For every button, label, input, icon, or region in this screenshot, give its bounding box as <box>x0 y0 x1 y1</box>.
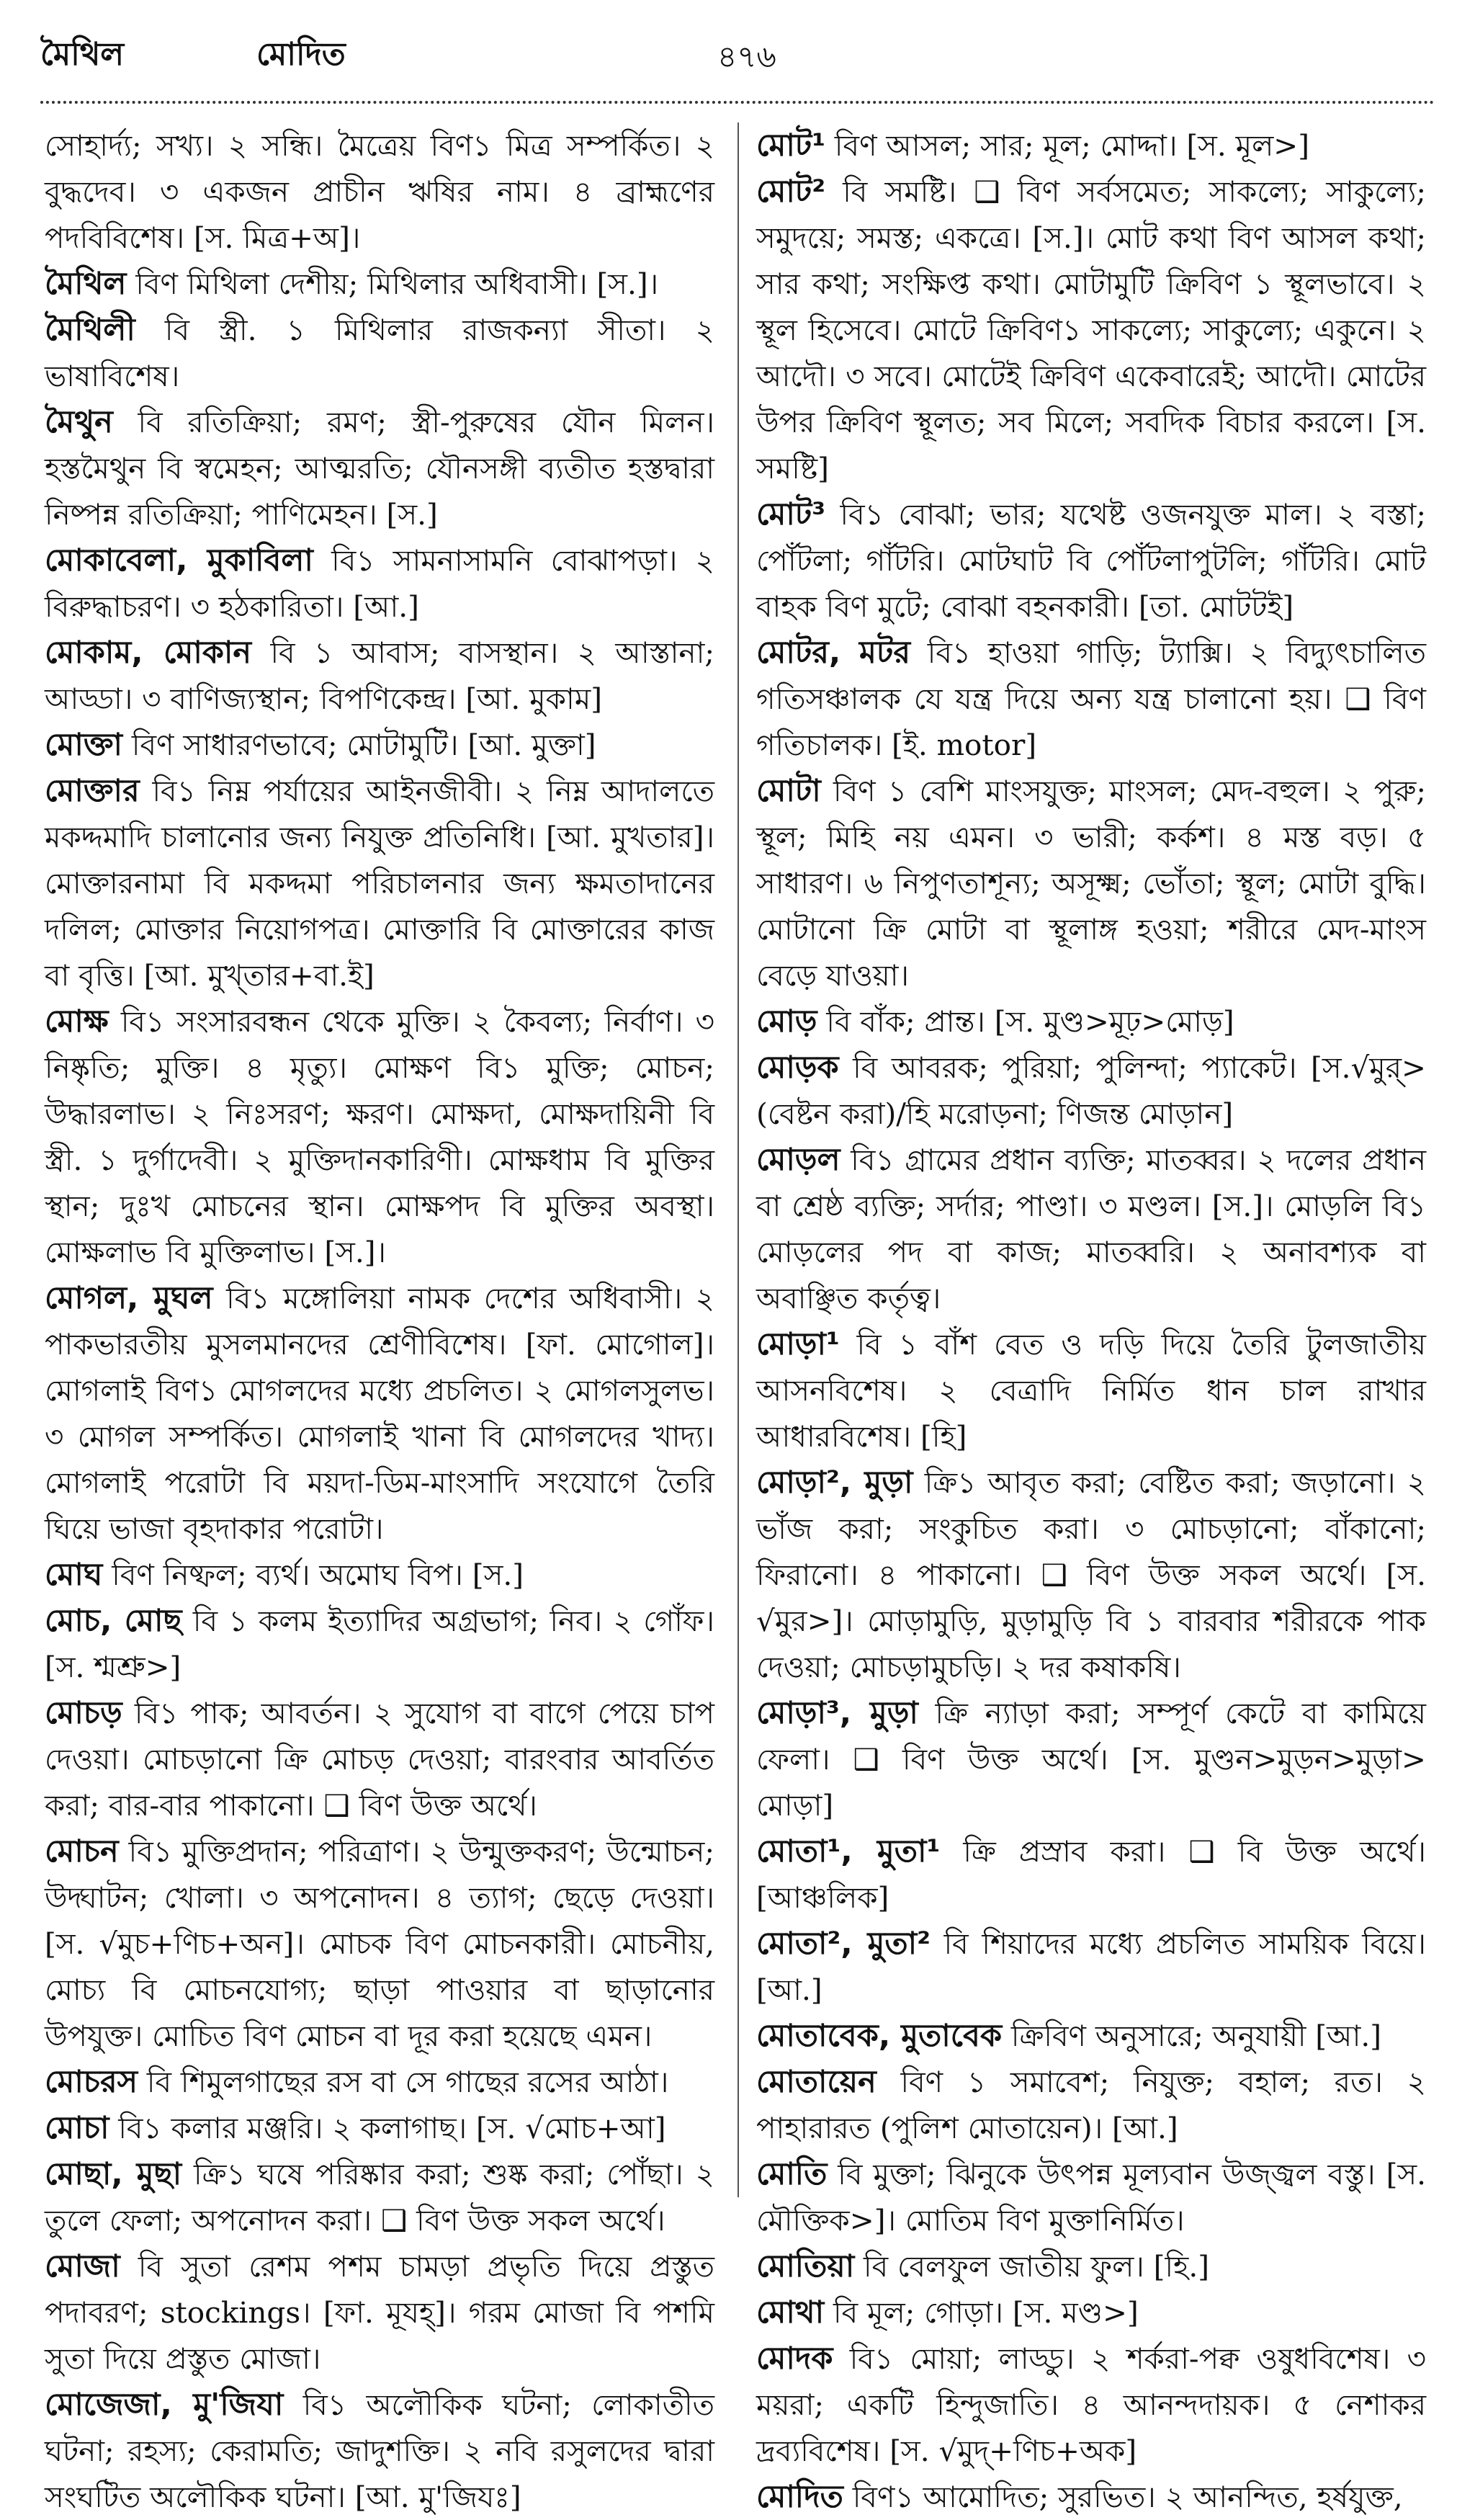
entry-headword: মোড়ক <box>756 1050 839 1086</box>
entry-definition: বি রতিক্রিয়া; রমণ; স্ত্রী-পুরুষের যৌন মিলন। হস্তমৈথুন বি স্বমেহন; আত্মরতি; যৌনসঙ্গী ব্যতীত হস্তদ্বারা নিষ্পন্ন রতিক্রিয়া; পাণিমেহন। [স.] <box>45 405 714 532</box>
dictionary-entry <box>45 2382 714 2520</box>
dictionary-entry <box>45 630 714 722</box>
entry-headword: মোতায়েন <box>756 2064 877 2100</box>
entry-definition: বি১ সংসারবন্ধন থেকে মুক্তি। ২ কৈবল্য; নির্বাণ। ৩ নিষ্কৃতি; মুক্তি। ৪ মৃত্যু। মোক্ষণ বি১ মুক্তি; মোচন; উদ্ধারলাভ। ২ নিঃসরণ; ক্ষরণ। মোক্ষদা, মোক্ষদায়িনী বি স্ত্রী. ১ দুর্গাদেবী। ২ মুক্তিদানকারিণী। মোক্ষধাম বি মুক্তির স্থান; দুঃখ মোচনের স্থান। মোক্ষপদ বি মুক্তির অবস্থা। মোক্ষলাভ বি মুক্তিলাভ। [স.]। <box>45 1004 714 1269</box>
header-first-word: মৈথিল <box>40 36 125 73</box>
entry-definition: সোহার্দ্য; সখ্য। ২ সন্ধি। মৈত্রেয় বিণ১ মিত্র সম্পর্কিত। ২ বুদ্ধদেব। ৩ একজন প্রাচীন ঋষির নাম। ৪ ব্রাহ্মণের পদবিবিশেষ। [স. মিত্র+অ]। <box>45 128 714 255</box>
entry-definition: বি ১ বাঁশ বেত ও দড়ি দিয়ে তৈরি টুলজাতীয় আসনবিশেষ। ২ বেত্রাদি নির্মিত ধান চাল রাখার আধারবিশেষ। [হি] <box>756 1327 1426 1454</box>
entry-headword: মোড়ল <box>756 1142 840 1178</box>
dictionary-entry <box>45 2059 714 2105</box>
entry-headword: মোতা², মুতা² <box>756 1926 931 1962</box>
dictionary-entry <box>45 998 714 1275</box>
entry-definition: বি১ পাক; আবর্তন। ২ সুযোগ বা বাগে পেয়ে চাপ দেওয়া। মোচড়ানো ক্রি মোচড় দেওয়া; বারংবার আবর্তিত করা; বার-বার পাকানো। ❑ বিণ উক্ত অর্থে। <box>45 1696 714 1823</box>
dictionary-entry <box>45 307 714 399</box>
entry-definition: বি সুতা রেশম পশম চামড়া প্রভৃতি দিয়ে প্রস্তুত পদাবরণ; stockings। [ফা. মূযহ্]। গরম মোজা বি পশমি সুতা দিয়ে প্রস্তুত মোজা। <box>45 2249 714 2376</box>
dictionary-entry <box>45 399 714 537</box>
entry-headword: মোক্তা <box>45 727 123 763</box>
entry-definition: বি ১ কলম ইত্যাদির অগ্রভাগ; নিব। ২ গোঁফ। [স. শ্মশ্রু>] <box>45 1604 715 1684</box>
entry-headword: মোটা <box>756 773 821 809</box>
entry-headword: মৈথিল <box>45 266 127 302</box>
dictionary-entry <box>45 768 714 998</box>
entry-definition: বি১ নিম্ন পর্যায়ের আইনজীবী। ২ নিম্ন আদালতে মকদ্দমাদি চালানোর জন্য নিযুক্ত প্রতিনিধি। [আ. মুখতার]। মোক্তারনামা বি মকদ্দমা পরিচালনার জন্য ক্ষমতাদানের দলিল; মোক্তার নিয়োগপত্র। মোক্তারি বি মোক্তারের কাজ বা বৃত্তি। [আ. মুখ্তার+বা.ই] <box>45 774 714 993</box>
header-last-word: মোদিত <box>256 36 346 73</box>
entry-definition: বি স্ত্রী. ১ মিথিলার রাজকন্যা সীতা। ২ ভাষাবিশেষ। <box>45 313 714 393</box>
entry-headword: মোজেজা, মু'জিযা <box>45 2387 284 2423</box>
entry-headword: মোচা <box>45 2110 109 2146</box>
entry-definition: বি মুক্তা; ঝিনুকে উৎপন্ন মূল্যবান উজ্জ্বল বস্তু। [স. মৌক্তিক>]। মোতিম বিণ মুক্তানির্মিত। <box>756 2157 1426 2238</box>
entry-headword: মোড়া², মুড়া <box>756 1465 913 1501</box>
entry-definition: বিণ নিষ্ফল; ব্যর্থ। অমোঘ বিপ। [স.] <box>102 1558 524 1592</box>
dictionary-entry <box>45 1598 714 1690</box>
dictionary-entry <box>756 768 1426 998</box>
entry-headword: মোচন <box>45 1833 119 1869</box>
dictionary-entry <box>756 1460 1426 1690</box>
entry-definition: বি১ হাওয়া গাড়ি; ট্যাক্সি। ২ বিদ্যুৎচালিত গতিসঞ্চালক যে যন্ত্র দিয়ে অন্য যন্ত্র চালানো হয়। ❑ বিণ গতিচালক। [ই. motor] <box>756 635 1427 762</box>
entry-headword: মোক্ষ <box>45 1004 109 1040</box>
dictionary-entry <box>756 1045 1426 1137</box>
dictionary-entry <box>45 537 714 630</box>
entry-headword: মোদক <box>756 2341 833 2377</box>
dictionary-entry <box>756 122 1426 169</box>
dictionary-entry <box>756 2059 1426 2151</box>
dictionary-entry <box>756 1690 1426 1828</box>
entry-definition: বি১ সামনাসামনি বোঝাপড়া। ২ বিরুদ্ধাচরণ। ৩ হঠকারিতা। [আ.] <box>45 543 714 624</box>
entry-definition: বি১ গ্রামের প্রধান ব্যক্তি; মাতব্বর। ২ দলের প্রধান বা শ্রেষ্ঠ ব্যক্তি; সর্দার; পাণ্ডা। ৩ মণ্ডল। [স.]। মোড়লি বি১ মোড়লের পদ বা কাজ; মাতব্বরি। ২ অনাবশ্যক বা অবাঞ্ছিত কর্তৃত্ব। <box>756 1143 1426 1315</box>
dictionary-entry <box>45 122 714 261</box>
entry-headword: মৈথিলী <box>45 312 135 348</box>
entry-headword: মোচরস <box>45 2064 138 2100</box>
entry-headword: মোকাম, মোকান <box>45 635 252 671</box>
entry-definition: বি মূল; গোড়া। [স. মণ্ড>] <box>824 2295 1139 2330</box>
dictionary-entry <box>756 491 1426 630</box>
entry-headword: মোট² <box>756 174 826 210</box>
dictionary-entry <box>756 1137 1426 1321</box>
dictionary-entry <box>45 1690 714 1828</box>
entry-headword: মোগল, মুঘল <box>45 1280 213 1316</box>
entry-definition: ক্রি প্রস্রাব করা। ❑ বি উক্ত অর্থে। [আঞ্চলিক] <box>756 1834 1427 1915</box>
dictionary-entry <box>756 2289 1426 2336</box>
entry-headword: মোটর, মটর <box>756 635 911 671</box>
entry-definition: বিণ১ আমোদিত; সুরভিত। ২ আনন্দিত, হর্ষযুক্ত, <box>843 2480 1403 2514</box>
entry-definition: বি১ অলৌকিক ঘটনা; লোকাতীত ঘটনা; রহস্য; কেরামতি; জাদুশক্তি। ২ নবি রসুলদের দ্বারা সংঘটিত অলৌকিক ঘটনা। [আ. মু'জিযঃ] <box>45 2387 714 2514</box>
entry-headword: মোট³ <box>756 496 826 532</box>
entry-definition: বি সমষ্টি। ❑ বিণ সর্বসমেত; সাকল্যে; সাকুল্যে; সমুদয়ে; সমস্ত; একত্রে। [স.]। মোট কথা বিণ আসল কথা; সার কথা; সংক্ষিপ্ত কথা। মোটামুটি ক্রিবিণ ১ স্থূলভাবে। ২ স্থূল হিসেবে। মোটে ক্রিবিণ১ সাকল্যে; সাকুল্যে; একুনে। ২ আদৌ। ৩ সবে। মোটেই ক্রিবিণ একেবারেই; আদৌ। মোটের উপর ক্রিবিণ স্থূলত; সব মিলে; সবদিক বিচার করলে। [স. সমষ্টি] <box>756 174 1426 486</box>
entry-headword: মৈথুন <box>45 404 113 440</box>
entry-definition: বি১ মঙ্গোলিয়া নামক দেশের অধিবাসী। ২ পাকভারতীয় মুসলমানদের শ্রেণীবিশেষ। [ফা. মোগোল]। মোগলাই বিণ১ মোগলদের মধ্যে প্রচলিত। ২ মোগলসুলভ। ৩ মোগল সম্পর্কিত। মোগলাই খানা বি মোগলদের খাদ্য। মোগলাই পরোটা বি ময়দা-ডিম-মাংসাদি সংযোগে তৈরি ঘিয়ে ভাজা বৃহদাকার পরোটা। <box>45 1281 715 1546</box>
entry-headword: মোথা <box>756 2295 825 2331</box>
dictionary-entry <box>45 1828 714 2059</box>
dictionary-entry <box>45 1275 714 1552</box>
entry-headword: মোতি <box>756 2156 828 2192</box>
dictionary-entry <box>756 2243 1426 2289</box>
dictionary-entry <box>756 169 1426 491</box>
entry-definition: বি শিয়াদের মধ্যে প্রচলিত সাময়িক বিয়ে। [আ.] <box>756 1926 1426 2007</box>
right-column <box>756 122 1427 2515</box>
entry-definition: বি১ মুক্তিপ্রদান; পরিত্রাণ। ২ উন্মুক্তকরণ; উন্মোচন; উদ্ঘাটন; খোলা। ৩ অপনোদন। ৪ ত্যাগ; ছেড়ে দেওয়া। [স. √মুচ+ণিচ+অন]। মোচক বিণ মোচনকারী। মোচনীয়, মোচ্য বি মোচনযোগ্য; ছাড়া পাওয়ার বা ছাড়ানোর উপযুক্ত। মোচিত বিণ মোচন বা দূর করা হয়েছে এমন। <box>45 1834 714 2053</box>
page-number: ৪৭৬ <box>717 39 776 74</box>
entry-definition: বিণ ১ সমাবেশ; নিযুক্ত; বহাল; রত। ২ পাহারারত (পুলিশ মোতায়েন)। [আ.] <box>756 2065 1426 2145</box>
entry-definition: বিণ ১ বেশি মাংসযুক্ত; মাংসল; মেদ-বহুল। ২ পুরু; স্থূল; মিহি নয় এমন। ৩ ভারী; কর্কশ। ৪ মস্ত বড়। ৫ সাধারণ। ৬ নিপুণতাশূন্য; অসূক্ষ্ম; ভোঁতা; স্থূল; মোটা বুদ্ধি। মোটানো ক্রি মোটা বা স্থূলাঙ্গ হওয়া; শরীরে মেদ-মাংস বেড়ে যাওয়া। <box>756 774 1426 993</box>
entry-definition: বিণ আসল; সার; মূল; মোদ্দা। [স. মূল>] <box>825 128 1310 163</box>
dictionary-entry <box>756 1921 1426 2013</box>
entry-definition: বি ১ আবাস; বাসস্থান। ২ আস্তানা; আড্ডা। ৩ বাণিজ্যস্থান; বিপণিকেন্দ্র। [আ. মুকাম] <box>45 635 714 716</box>
entry-definition: বি আবরক; পুরিয়া; পুলিন্দা; প্যাকেট। [স.√মুর্>(বেষ্টন করা)/হি মরোড়না; ণিজন্ত মোড়ান] <box>756 1050 1426 1131</box>
entry-headword: মোঘ <box>45 1557 103 1593</box>
dictionary-entry <box>45 2243 714 2382</box>
entry-definition: বিণ সাধারণভাবে; মোটামুটি। [আ. মুক্তা] <box>122 728 596 762</box>
entry-definition: ক্রি ন্যাড়া করা; সম্পূর্ণ কেটে বা কামিয়ে ফেলা। ❑ বিণ উক্ত অর্থে। [স. মুণ্ডন>মুড়ন>মুড়া> মোড়া] <box>756 1696 1427 1823</box>
dictionary-entry <box>45 2151 714 2243</box>
dictionary-entry <box>45 2105 714 2151</box>
entry-headword: মোজা <box>45 2248 120 2284</box>
dictionary-entry <box>756 2474 1426 2520</box>
dictionary-entry <box>45 261 714 307</box>
dictionary-entry <box>756 1321 1426 1460</box>
left-column <box>45 122 715 2514</box>
entry-headword: মোদিত <box>756 2479 843 2515</box>
dictionary-entry <box>756 2336 1426 2474</box>
entry-headword: মোট¹ <box>756 128 826 164</box>
entry-definition: বি বেলফুল জাতীয় ফুল। [হি.] <box>854 2249 1210 2284</box>
header-rule <box>40 101 1435 104</box>
page-header <box>40 30 1435 88</box>
entry-definition: বি বাঁক; প্রান্ত। [স. মুণ্ড>মূঢ়>মোড়] <box>817 1004 1234 1039</box>
entry-definition: বিণ মিথিলা দেশীয়; মিথিলার অধিবাসী। [স.]। <box>126 267 659 301</box>
dictionary-entry <box>756 2151 1426 2243</box>
dictionary-entry <box>756 998 1426 1045</box>
entry-definition: ক্রি১ আবৃত করা; বেষ্টিত করা; জড়ানো। ২ ভাঁজ করা; সংকুচিত করা। ৩ মোচড়ানো; বাঁকানো; ফিরানো। ৪ পাকানো। ❑ বিণ উক্ত সকল অর্থে। [স. √মুর>]। মোড়ামুড়ি, মুড়ামুড়ি বি ১ বারবার শরীরকে পাক দেওয়া; মোচড়ামুচড়ি। ২ দর কষাকষি। <box>756 1465 1426 1684</box>
entry-headword: মোতা¹, মুতা¹ <box>756 1833 941 1869</box>
dictionary-entry <box>756 1828 1426 1921</box>
dictionary-entry <box>756 630 1426 768</box>
entry-definition: ক্রিবিণ অনুসারে; অনুযায়ী [আ.] <box>1002 2019 1382 2053</box>
entry-headword: মোড়া³, মুড়া <box>756 1695 918 1731</box>
entry-definition: ক্রি১ ঘষে পরিষ্কার করা; শুষ্ক করা; পোঁছা। ২ তুলে ফেলা; অপনোদন করা। ❑ বিণ উক্ত সকল অর্থে। <box>45 2157 715 2238</box>
entry-headword: মোকাবেলা, মুকাবিলা <box>45 542 313 578</box>
dictionary-entry <box>45 722 714 768</box>
entry-definition: বি১ মোয়া; লাড্ডু। ২ শর্করা-পক্ব ওষুধবিশেষ। ৩ ময়রা; একটি হিন্দুজাতি। ৪ আনন্দদায়ক। ৫ নেশাকর দ্রব্যবিশেষ। [স. √মুদ্+ণিচ+অক] <box>756 2341 1426 2468</box>
entry-headword: মোড়া¹ <box>756 1326 840 1362</box>
entry-headword: মোতিয়া <box>756 2248 855 2284</box>
entry-headword: মোক্তার <box>45 773 140 809</box>
entry-definition: বি শিমুলগাছের রস বা সে গাছের রসের আঠা। <box>138 2065 669 2099</box>
entry-definition: বি১ কলার মঞ্জরি। ২ কলাগাছ। [স. √মোচ+আ] <box>109 2111 666 2145</box>
entry-definition: বি১ বোঝা; ভার; যথেষ্ট ওজনযুক্ত মাল। ২ বস্তা; পোঁটলা; গাঁটরি। মোটঘাট বি পোঁটলাপুটলি; গাঁটরি। মোট বাহক বিণ মুটে; বোঝা বহনকারী। [তা. মোটটই] <box>756 497 1426 624</box>
entry-headword: মোড় <box>756 1004 817 1040</box>
dictionary-entry <box>45 1552 714 1598</box>
dictionary-entry <box>756 2013 1426 2059</box>
entry-headword: মোচ, মোছ <box>45 1603 182 1639</box>
entry-headword: মোচড় <box>45 1695 122 1731</box>
entry-headword: মোতাবেক, মুতাবেক <box>756 2018 1003 2054</box>
entry-headword: মোছা, মুছা <box>45 2156 182 2192</box>
column-divider <box>738 122 739 2197</box>
